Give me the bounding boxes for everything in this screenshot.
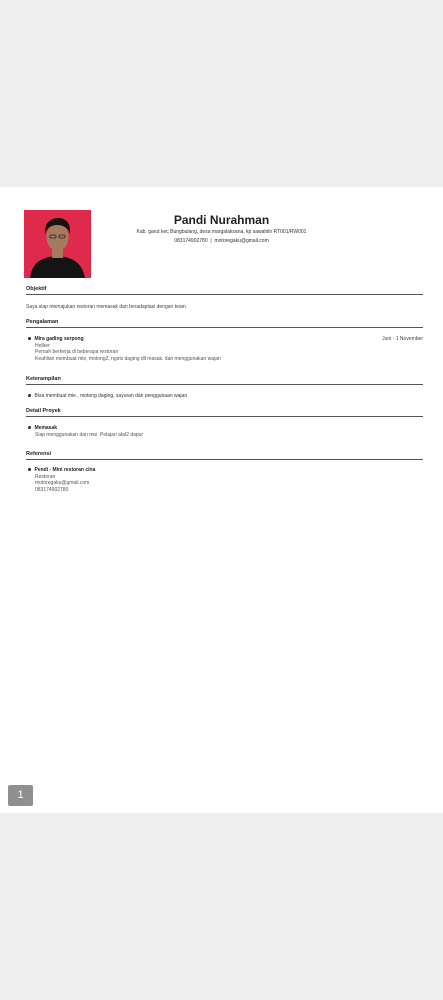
section-divider [26,459,423,460]
contact-line [100,238,343,245]
section-divider [26,416,423,417]
section-title-proyek: Detail Proyek [26,408,61,414]
section-title-keterampilan: Keterampilan [26,376,61,382]
experience-date: Juni - 1 November [382,336,423,342]
candidate-address: Kab. garut kec Bungbulang, desa margalaksana, kp sawahilir RT001/RW001 [136,229,307,235]
section-divider [26,327,423,328]
profile-photo [24,210,91,278]
reference-email: motoregaku@gmail.com [35,480,90,486]
experience-role: Helber [35,342,50,349]
phone-number: 083174902780 [174,238,208,244]
email-address: motoregaku@gmail.com [214,238,269,244]
bullet-icon [28,394,31,397]
resume-page [0,187,443,813]
section-divider [26,294,423,295]
bullet-icon [28,426,31,429]
section-divider [26,384,423,385]
section-title-objektif: Objektif [26,286,47,292]
skill-item [28,393,187,400]
project-item [28,425,143,438]
experience-line: Pernah berkerja di beberapa restoran [35,349,119,355]
section-title-pengalaman: Pengalaman [26,319,59,325]
experience-line: Keahlian membuat mie, motong2, ngiris daging dll masak. dan menggunakan wajan [35,355,221,362]
candidate-name: Pandi Nurahman [173,213,270,227]
skill-text: Bisa membuat mie , motong daging, sayuran dan penggunaan wajan [34,393,188,399]
reference-item [28,467,95,493]
bullet-icon [28,337,31,340]
bullet-icon [28,468,31,471]
section-title-referensi: Referensi [26,451,52,457]
project-title: Memasak [34,425,58,431]
experience-item [28,336,221,362]
project-desc: Siap menggunakan dan mie. Pelajari alat2 dapur [35,431,144,438]
objektif-text: Saya siap memajukan restoran memasak dan beradaptasi dengan team [26,304,186,310]
page-number-badge[interactable]: 1 [8,785,33,806]
experience-title: Mira gading serpong [34,336,84,342]
contact-separator: | [210,238,212,244]
reference-line: Restoran [35,473,56,480]
reference-title: Pendi - Mini restoran cina [34,467,96,473]
reference-phone: 083174902780 [35,486,69,493]
